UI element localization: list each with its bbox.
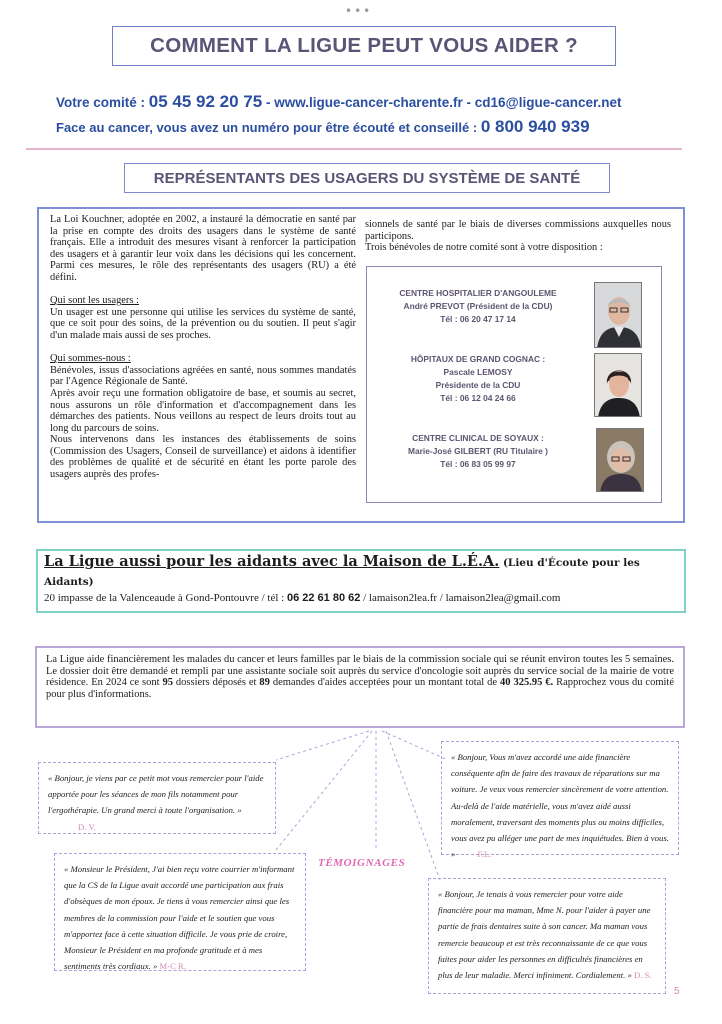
testimonial-card (54, 853, 306, 971)
testimonial-card (38, 762, 276, 834)
testimonial-signature: D. V. (78, 821, 96, 832)
representative-place: CENTRE HOSPITALIER D'ANGOULEME (399, 288, 557, 298)
temoignages-label: TÉMOIGNAGES (318, 857, 406, 869)
representative-name: André PREVOT (Président de la CDU) (403, 301, 553, 311)
benevoles-intro: Trois bénévoles de notre comité sont à votre disposition : (365, 242, 603, 254)
lea-title-main: La Ligue aussi pour les aidants avec la Maison de L.É.A. (44, 553, 500, 570)
nous-question: Qui sommes-nous : (50, 353, 131, 365)
testimonial-card (441, 741, 679, 860)
usagers-question: Qui sont les usagers : (50, 295, 139, 307)
nous-answer-2: Après avoir reçu une formation obligatoire de base, et soumis au secret, nous assurons un rôle d'information et d'accompagnement dans les démarches des patients. Nous veillons au respect de leurs droits tout au long du parcours de soins. (50, 387, 356, 434)
aide-text-4: Rapprochez vous du comité pour plus d'informations. (46, 677, 674, 700)
nous-answer-1: Bénévoles, issus d'associations agréées en santé, nous sommes mandatés par l'Agence Régionale de Santé. (50, 364, 356, 388)
professionnels-paragraph: sionnels de santé par le biais de diverses commissions auxquelles nous participons. (365, 219, 671, 242)
aide-text-1: La Ligue aide financièrement les malades du cancer et leurs familles par le biais de la commission sociale qui se réunit environ toutes les 5 semaines. Le dossier doit être demandé et rempli par une assistante sociale soit auprès du service d'oncologie soit auprès du service social de la mairie de votre résidence. En 2024 ce sont (46, 654, 674, 689)
window-dots: ••• (345, 4, 373, 18)
dossiers-count: 95 (162, 677, 173, 689)
representative-place: HÔPITAUX DE GRAND COGNAC : (410, 354, 546, 364)
representants-heading: REPRÉSENTANTS DES USAGERS DU SYSTÈME DE SANTÉ (153, 169, 581, 187)
representative-role: Présidente de la CDU (435, 380, 521, 390)
representative-name: Pascale LEMOSY (443, 367, 513, 377)
representative-phone: Tél : 06 20 47 17 14 (440, 314, 516, 324)
testimonial-text: « Bonjour, Vous m'avez accordé une aide financière conséquente afin de faire des travaux de réparations sur ma voiture. Je veux vous remercier sincèrement de votre attention. Au-delà de l'aide matérielle, vous m'avez aidé aussi moralement, traversant des moments plus ou moins difficiles, vous avez pu alléger une part de mes inquiétudes. Bien à vous. » (451, 752, 669, 860)
testimonial-text: « Monsieur le Président, J'ai bien reçu votre courrier m'informant que la CS de la Ligue avait accordé une participation aux frais d'obsèques de mon époux. Je tiens à vous remercier ainsi que les membres de la commission pour l'aide et le soutien que vous m'apportez face à cette situation difficile. Je vous prie de croire, Monsieur le Président en ma profonde gratitude et à mes sentiments très cordiaux. » (64, 864, 295, 972)
aide-text-2: dossiers déposés et (172, 677, 260, 689)
lea-title-subtitle: (Lieu d'Écoute pour les Aidants) (44, 557, 640, 588)
page-number: 5 (674, 986, 680, 997)
lea-address: 20 impasse de la Valenceaude à Gond-Pontouvre / tél : (44, 592, 287, 604)
contact-web-email: - www.ligue-cancer-charente.fr - cd16@ligue-cancer.net (262, 95, 622, 110)
committee-phone: 05 45 92 20 75 (148, 92, 263, 111)
lea-phone: 06 22 61 80 62 (286, 592, 361, 604)
testimonial-text: « Bonjour, Je tenais à vous remercier pour votre aide financière pour ma maman, Mme N. pour l'aider à payer une partie de frais dentaires suite à son cancer. Ma maman vous remercie beaucoup et est très reconnaissante de ce que vous faites pour aider les personnes en difficultés financières en plus de leur maladie. Merci infiniment. Cordialement. » (438, 889, 651, 981)
testimonial-signature: D. S. (634, 970, 652, 981)
contact-label: Votre comité : (56, 95, 149, 110)
usagers-answer: Un usager est une personne qui utilise les services du système de santé, que ce soit pour des soins, de la prévention ou du soutien. Il peut s'agir d'un malade mais aussi de ses proches. (50, 306, 356, 341)
representative-phone: Tél : 06 12 04 24 66 (440, 393, 516, 403)
aide-text-3: demandes d'aides acceptées pour un montant total de (269, 677, 501, 689)
lea-web-email: / lamaison2lea.fr / lamaison2lea@gmail.com (360, 592, 561, 604)
testimonial-signature: M-C R. (159, 961, 187, 972)
testimonial-signature: F.L. (477, 849, 492, 860)
representative-phone: Tél : 06 83 05 99 97 (440, 459, 516, 469)
hotline-label: Face au cancer, vous avez un numéro pour être écouté et conseillé : (56, 120, 481, 135)
page-title: COMMENT LA LIGUE PEUT VOUS AIDER ? (150, 34, 578, 57)
loi-kouchner-paragraph: La Loi Kouchner, adoptée en 2002, a instauré la démocratie en santé par la prise en compte des droits des usagers dans le système de santé français. Elle a introduit des mesures visant à renforcer la participation des usagers et à garantir leur voix dans les décisions qui les concernent. Parmi ces mesures, le rôle des représentants des usagers (RU) a été défini. (50, 214, 356, 283)
accepted-count: 89 (259, 677, 270, 689)
representative-place: CENTRE CLINICAL DE SOYAUX : (412, 433, 544, 443)
total-amount: 40 325.95 €. (500, 677, 554, 689)
testimonial-card (428, 878, 666, 994)
nous-answer-3: Nous intervenons dans les instances des établissements de soins (Commission des Usagers, Conseil de surveillance) et aidons à identifier des problèmes de qualité et de sécurité en étant les porte parole des usagers auprès des profes- (50, 434, 356, 481)
representative-name: Marie-José GILBERT (RU Titulaire ) (408, 446, 548, 456)
hotline-number: 0 800 940 939 (480, 117, 590, 136)
testimonial-text: « Bonjour, je viens par ce petit mot vous remercier pour l'aide apportée pour les séances de mon fils notamment pour l'ergothérapie. Un grand merci à toute l'organisation. » (48, 773, 264, 816)
